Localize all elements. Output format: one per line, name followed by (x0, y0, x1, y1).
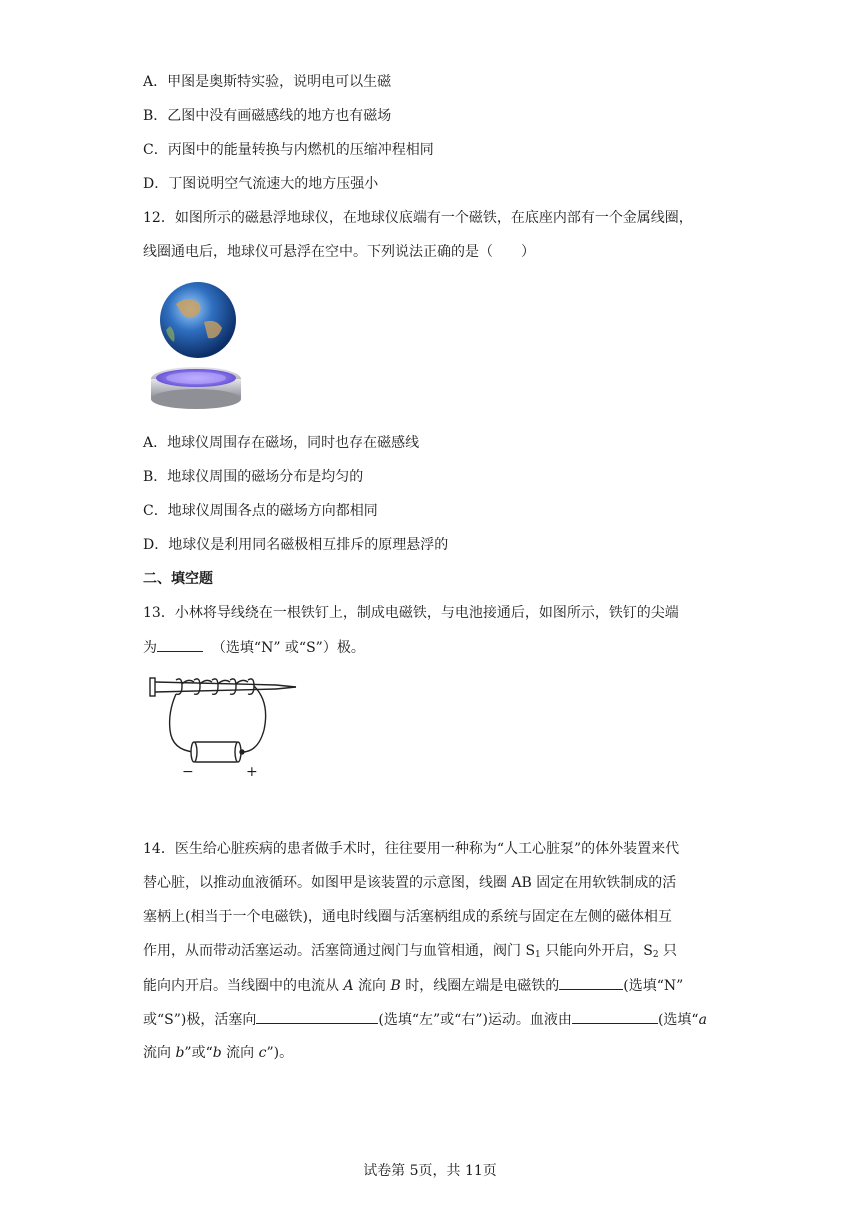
q14-stem-line1: 14．医生给心脏疾病的患者做手术时，往往要用一种称为“人工心脏泵”的体外装置来代 (143, 841, 680, 857)
q14-line6-text-c: (选填“ (657, 1012, 699, 1028)
section-heading-fill-blank: 二、填空题 (143, 571, 213, 587)
q14-line5-text-b: 流向 (353, 978, 391, 994)
q14-line6-text-a: 或“S”)极，活塞向 (143, 1012, 257, 1028)
q14-line4-text-b: 只能向外开启，S (540, 943, 653, 959)
q13-text-a: 为 (143, 640, 157, 656)
q14-stem-line4 (143, 941, 677, 965)
electromagnet-figure (146, 672, 306, 784)
q14-stem-line3: 塞柄上(相当于一个电磁铁)，通电时线圈与活塞柄组成的系统与固定在左侧的磁体相互 (143, 909, 672, 925)
q14-line7-text-a: 流向 (143, 1045, 176, 1061)
q14-line7-text-e: 流向 (221, 1045, 259, 1061)
q14-stem-line6 (143, 1009, 707, 1030)
q12-stem-line2: 线圈通电后，地球仪可悬浮在空中。下列说法正确的是（ ） (143, 244, 535, 260)
battery-minus-label: − (182, 764, 194, 780)
q14-s1-subscript: 1 (535, 950, 541, 960)
q14-stem-line5 (143, 975, 683, 996)
q14-line5-text-c: 时，线圈左端是电磁铁的 (400, 978, 560, 994)
q14-s2-subscript: 2 (652, 950, 659, 960)
battery-plus-label: + (246, 764, 258, 780)
q14-line6-italic-a: a (698, 1012, 707, 1028)
q11-option-a: A．甲图是奥斯特实验，说明电可以生磁 (143, 74, 392, 90)
q14-line7-text-c: ”或“ (184, 1045, 213, 1061)
q14-line7-italic-b2: b (212, 1045, 222, 1061)
maglev-globe-figure (146, 282, 246, 412)
q12-option-a: A．地球仪周围存在磁场，同时也存在磁感线 (143, 435, 420, 451)
q13-answer-blank[interactable] (157, 637, 203, 652)
maglev-globe-image (146, 282, 246, 412)
q14-blank-direction[interactable] (256, 1009, 378, 1024)
q14-stem-line2: 替心脏，以推动血液循环。如图甲是该装置的示意图，线圈 AB 固定在用软铁制成的活 (143, 875, 677, 891)
q11-option-d: D．丁图说明空气流速大的地方压强小 (143, 176, 379, 192)
q14-line4-text: 作用，从而带动活塞运动。活塞筒通过阀门与血管相通，阀门 S (143, 943, 536, 959)
q14-point-b: B (390, 978, 401, 994)
q14-blank-pole[interactable] (559, 975, 623, 990)
q14-stem-line7 (143, 1043, 293, 1063)
q13-stem-line1: 13．小林将导线绕在一根铁钉上，制成电磁铁，与电池接通后，如图所示，铁钉的尖端 (143, 605, 679, 621)
q14-line7-text-g: ”)。 (266, 1045, 294, 1061)
q14-line6-text-b: (选填“左”或“右”)运动。血液由 (378, 1012, 572, 1028)
q11-option-b: B．乙图中没有画磁感线的地方也有磁场 (143, 108, 392, 124)
q14-line5-text-a: 能向内开启。当线圈中的电流从 (143, 978, 344, 994)
q12-option-b: B．地球仪周围的磁场分布是均匀的 (143, 469, 364, 485)
q14-line7-italic-b: b (175, 1045, 185, 1061)
q14-line7-italic-c: c (258, 1045, 267, 1061)
page-footer: 试卷第 5页，共 11页 (363, 1163, 497, 1179)
q12-stem-line1: 12．如图所示的磁悬浮地球仪，在地球仪底端有一个磁铁，在底座内部有一个金属线圈， (143, 210, 693, 226)
q13-text-b: （选填“N” 或“S”）极。 (211, 640, 365, 656)
q13-stem-line2 (143, 637, 365, 658)
q14-blank-flow[interactable] (572, 1009, 658, 1024)
q11-option-c: C．丙图中的能量转换与内燃机的压缩冲程相同 (143, 142, 434, 158)
nail-coil-battery-diagram (146, 672, 306, 784)
q14-line4-text-c: 只 (658, 943, 678, 959)
q12-option-c: C．地球仪周围各点的磁场方向都相同 (143, 503, 378, 519)
q14-point-a: A (343, 978, 354, 994)
q14-line5-text-d: (选填“N” (623, 978, 684, 994)
q12-option-d: D．地球仪是利用同名磁极相互排斥的原理悬浮的 (143, 537, 449, 553)
